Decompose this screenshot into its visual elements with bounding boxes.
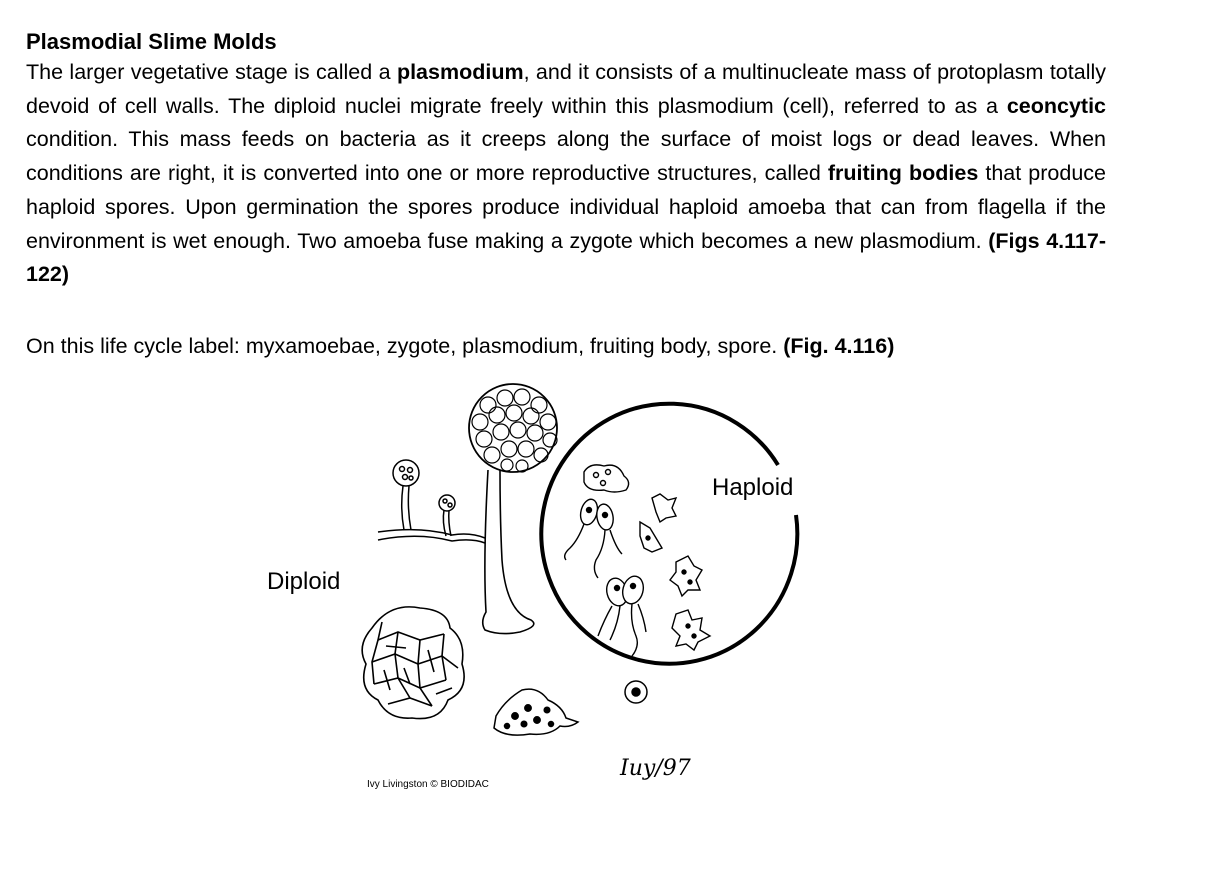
figure-credit: Ivy Livingston © BIODIDAC (367, 779, 489, 790)
text-run: The larger vegetative stage is called a (26, 60, 397, 84)
text-run: , and it consists of a multinucleate mass of protoplasm totally devoid of cell walls. The diploid nuclei migrate freely within this plasmodium (cell), referred to as a (26, 60, 1107, 118)
term-ceoncytic: ceoncytic (1006, 93, 1106, 118)
text-run: On this life cycle label: myxamoebae, zygote, plasmodium, fruiting body, spore. (26, 334, 784, 358)
small-fruiting-bodies-drawing (378, 460, 485, 543)
diploid-label: Diploid (267, 568, 341, 595)
spore-drawing (625, 681, 647, 703)
artist-signature: Iuy/97 (620, 756, 691, 781)
description-paragraph (26, 56, 1106, 292)
figure-reference: (Fig. 4.116) (783, 334, 895, 358)
term-plasmodium: plasmodium (396, 60, 524, 84)
haploid-cells-drawing (565, 465, 710, 656)
haploid-label: Haploid (712, 474, 794, 501)
text-run: condition. This mass feeds on bacteria as it creeps along the surface of moist logs or dead leaves. When conditions are right, it is converted into one or more reproductive structures, called (26, 127, 1106, 186)
plasmodium-drawing (362, 607, 464, 719)
section-heading: Plasmodial Slime Molds (26, 29, 277, 54)
large-fruiting-body-drawing (469, 384, 557, 634)
text-run: that produce haploid spores. Upon germination the spores produce individual haploid amoeba that can from flagella if the environment is wet enough. Two amoeba fuse making a zygote which becomes a new plasmodium. (26, 161, 1106, 253)
document-body (26, 28, 1107, 358)
figure-reference: (Figs 4.117-122) (26, 228, 1106, 287)
term-fruiting-bodies: fruiting bodies (827, 161, 979, 186)
haploid-circle (541, 404, 797, 664)
instruction-paragraph (26, 330, 894, 364)
young-plasmodium-drawing (494, 689, 578, 735)
